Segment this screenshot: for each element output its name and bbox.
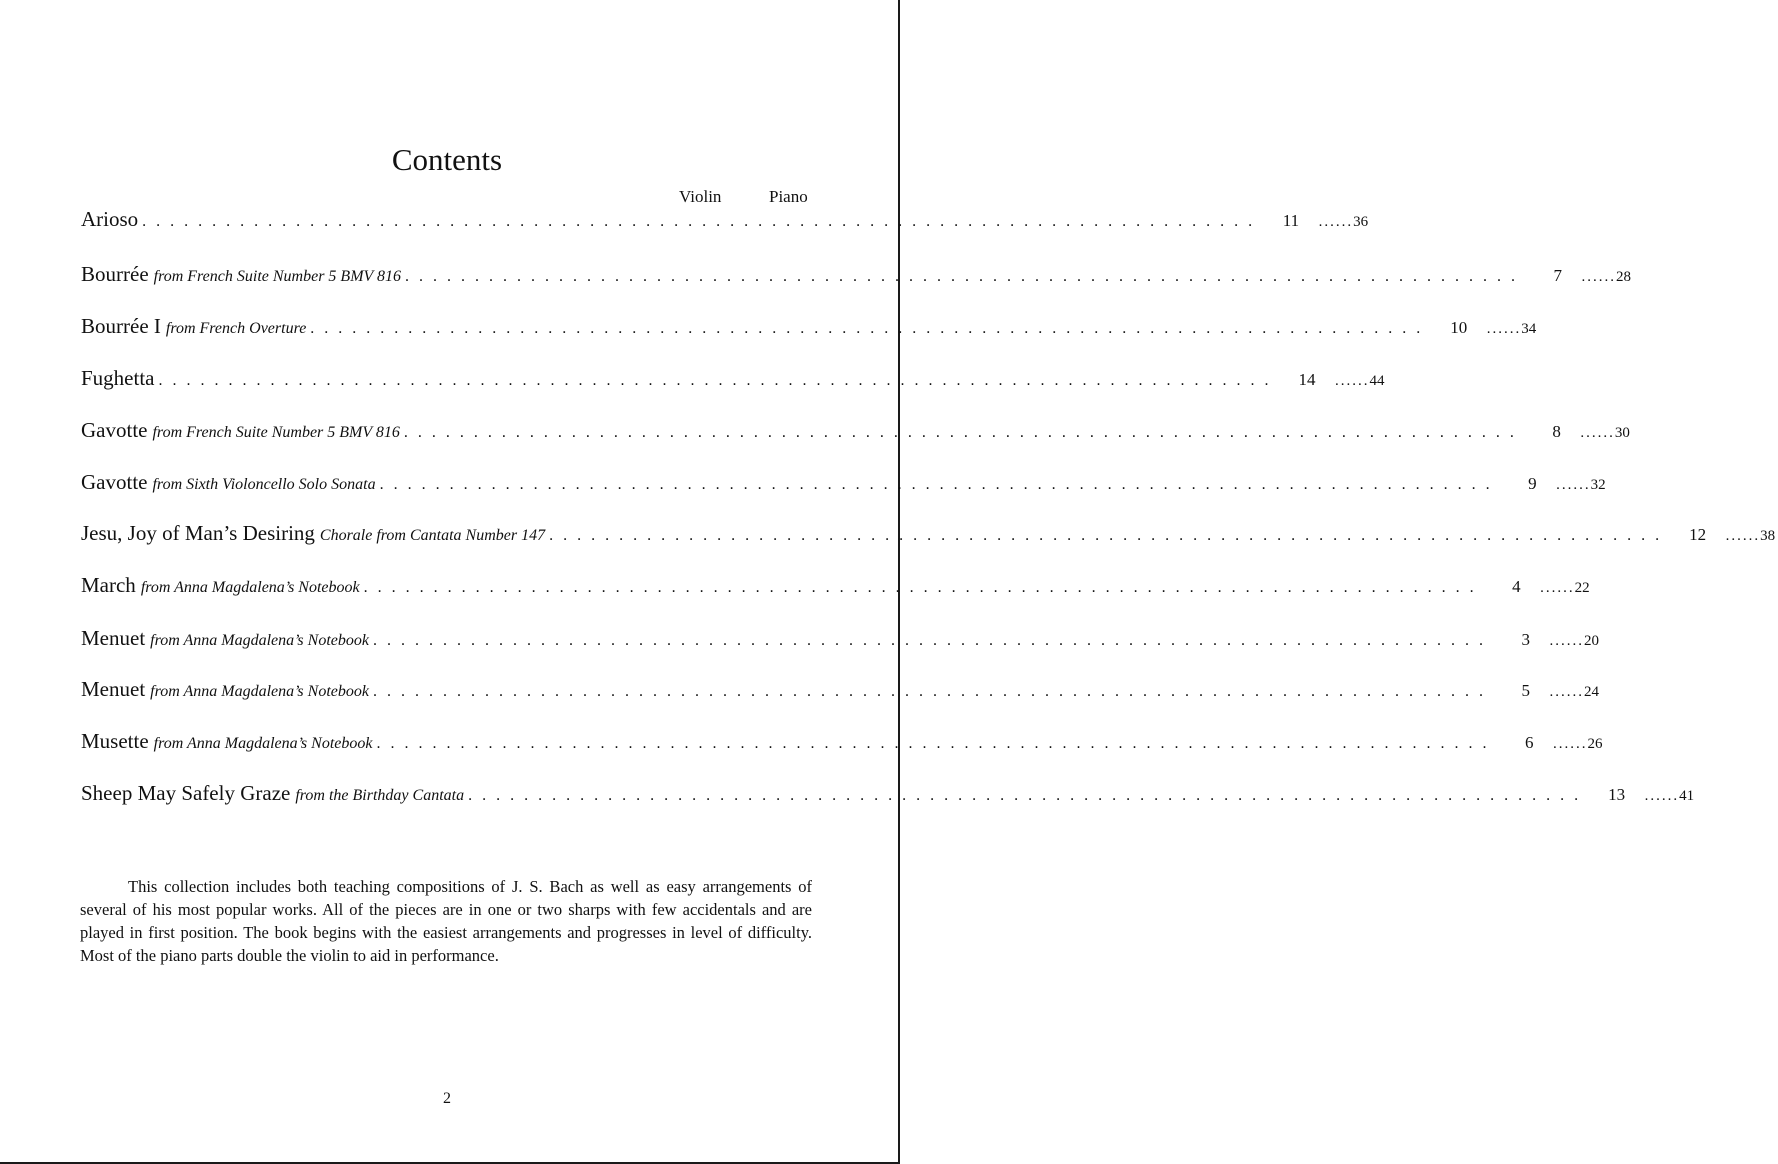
dot-leader: . . . . . . . . . . . . . . . . . . . . . . . . . . . . . . . . . . . . . . . . . . . . . . . . . . . . . . . . . . . . . . . . . . . . . . . . . . . . . . . . [142,213,1256,230]
dot-leader: . . . . . . . . . . . . . . . . . . . . . . . . . . . . . . . . . . . . . . . . . . . . . . . . . . . . . . . . . . . . . . . . . . . . . . . . . . . . . . . . [468,787,1582,804]
description-paragraph: This collection includes both teaching compositions of J. S. Bach as well as easy arrangements of several of his most popular works. All of the pieces are in one or two sharps with few accidentals and are played in first position. The book begins with the easiest arrangements and progresses in level of difficulty. Most of the piano parts double the violin to aid in performance. [80,877,812,965]
toc-entry-source: from Anna Magdalena’s Notebook [150,632,369,649]
violin-page-number: 4 [1512,577,1521,596]
dot-leader: . . . . . . . . . . . . . . . . . . . . . . . . . . . . . . . . . . . . . . . . . . . . . . . . . . . . . . . . . . . . . . . . . . . . . . . . . . . . . . . . [363,579,1477,596]
toc-entry-title: Bourrée I [81,314,161,338]
dot-leader-piano: ...... [1556,477,1591,493]
toc-entry [81,626,1599,656]
toc-entry-source: from French Suite Number 5 BMV 816 [152,424,400,441]
dot-leader-piano: ...... [1549,684,1584,700]
dot-leader: . . . . . . . . . . . . . . . . . . . . . . . . . . . . . . . . . . . . . . . . . . . . . . . . . . . . . . . . . . . . . . . . . . . . . . . . . . . . . . . . [403,424,1517,441]
dot-leader: . . . . . . . . . . . . . . . . . . . . . . . . . . . . . . . . . . . . . . . . . . . . . . . . . . . . . . . . . . . . . . . . . . . . . . . . . . . . . . . . [158,372,1272,389]
dot-leader-piano: ...... [1549,633,1584,649]
dot-leader: . . . . . . . . . . . . . . . . . . . . . . . . . . . . . . . . . . . . . . . . . . . . . . . . . . . . . . . . . . . . . . . . . . . . . . . . . . . . . . . . [372,632,1486,649]
toc-entry-title: Jesu, Joy of Man’s Desiring [81,521,315,545]
toc-entry [81,314,1537,344]
toc-entry [81,366,1385,396]
toc-entry-title: Fughetta [81,366,155,390]
toc-entry [81,677,1599,707]
toc-entry-title: Gavotte [81,418,148,442]
dot-leader: . . . . . . . . . . . . . . . . . . . . . . . . . . . . . . . . . . . . . . . . . . . . . . . . . . . . . . . . . . . . . . . . . . . . . . . . . . . . . . . . [376,735,1490,752]
dot-leader: . . . . . . . . . . . . . . . . . . . . . . . . . . . . . . . . . . . . . . . . . . . . . . . . . . . . . . . . . . . . . . . . . . . . . . . . . . . . . . . . [372,683,1486,700]
toc-entry-title: Sheep May Safely Graze [81,781,291,805]
toc-entry-source: from French Overture [165,320,307,337]
toc-entry-title: Menuet [81,677,146,701]
dot-leader-piano: ...... [1486,321,1522,337]
violin-page-number: 5 [1521,681,1530,700]
dot-leader-piano: ...... [1540,580,1575,596]
piano-page-number: 38 [1760,528,1776,544]
toc-entry [81,470,1606,500]
toc-entry-source: from Sixth Violoncello Solo Sonata [152,476,376,493]
dot-leader: . . . . . . . . . . . . . . . . . . . . . . . . . . . . . . . . . . . . . . . . . . . . . . . . . . . . . . . . . . . . . . . . . . . . . . . . . . . . . . . . [549,527,1663,544]
toc-entry [81,729,1603,759]
column-header-piano: Piano [769,187,808,206]
dot-leader-piano: ...... [1335,373,1370,389]
toc-entry-title: Bourrée [81,262,149,286]
violin-page-number: 7 [1553,266,1563,285]
violin-page-number: 12 [1689,525,1707,544]
toc-entry [81,521,1776,551]
dot-leader: . . . . . . . . . . . . . . . . . . . . . . . . . . . . . . . . . . . . . . . . . . . . . . . . . . . . . . . . . . . . . . . . . . . . . . . . . . . . . . . . [310,320,1424,337]
dot-leader-piano: ...... [1552,736,1588,752]
toc-entry [81,781,1695,811]
toc-entry [81,418,1630,448]
page-number: 2 [443,1090,451,1107]
toc-entry [81,573,1590,603]
toc-entry-title: Arioso [81,207,139,231]
toc-entry-title: Gavotte [81,470,148,494]
violin-page-number: 9 [1528,474,1537,493]
violin-page-number: 13 [1608,785,1626,804]
toc-entry-source: Chorale from Cantata Number 147 [319,527,546,544]
piano-page-number: 22 [1574,580,1590,596]
dot-leader: . . . . . . . . . . . . . . . . . . . . . . . . . . . . . . . . . . . . . . . . . . . . . . . . . . . . . . . . . . . . . . . . . . . . . . . . . . . . . . . . [379,476,1493,493]
violin-page-number: 11 [1282,211,1300,230]
column-header-violin: Violin [679,187,722,206]
toc-entry-source: from Anna Magdalena’s Notebook [150,683,369,700]
piano-page-number: 26 [1587,736,1603,752]
violin-page-number: 3 [1521,630,1530,649]
piano-page-number: 34 [1521,321,1537,337]
violin-page-number: 8 [1552,422,1561,441]
dot-leader-piano: ...... [1580,425,1615,441]
violin-page-number: 6 [1524,733,1534,752]
dot-leader-piano: ...... [1318,214,1354,230]
piano-page-number: 44 [1369,373,1385,389]
toc-entry [81,262,1632,292]
toc-entry-source: from French Suite Number 5 BMV 816 [153,268,402,285]
toc-entry-source: from Anna Magdalena’s Notebook [140,579,360,596]
piano-page-number: 20 [1583,633,1599,649]
piano-page-number: 32 [1590,477,1606,493]
piano-page-number: 41 [1679,788,1695,804]
toc-entry-source: from Anna Magdalena’s Notebook [153,735,373,752]
piano-page-number: 24 [1583,684,1599,700]
toc-entry-title: Musette [81,729,149,753]
page-title: Contents [391,142,503,177]
toc-entry [81,207,1369,237]
toc-entry-title: March [81,573,136,597]
toc-entry-source: from the Birthday Cantata [295,787,465,804]
dot-leader-piano: ...... [1725,528,1761,544]
dot-leader: . . . . . . . . . . . . . . . . . . . . . . . . . . . . . . . . . . . . . . . . . . . . . . . . . . . . . . . . . . . . . . . . . . . . . . . . . . . . . . . . [405,268,1519,285]
dot-leader-piano: ...... [1581,269,1617,285]
toc-entry-title: Menuet [81,626,146,650]
dot-leader-piano: ...... [1644,788,1680,804]
violin-page-number: 10 [1450,318,1468,337]
piano-page-number: 28 [1616,269,1632,285]
piano-page-number: 36 [1353,214,1369,230]
piano-page-number: 30 [1614,425,1630,441]
violin-page-number: 14 [1298,370,1316,389]
